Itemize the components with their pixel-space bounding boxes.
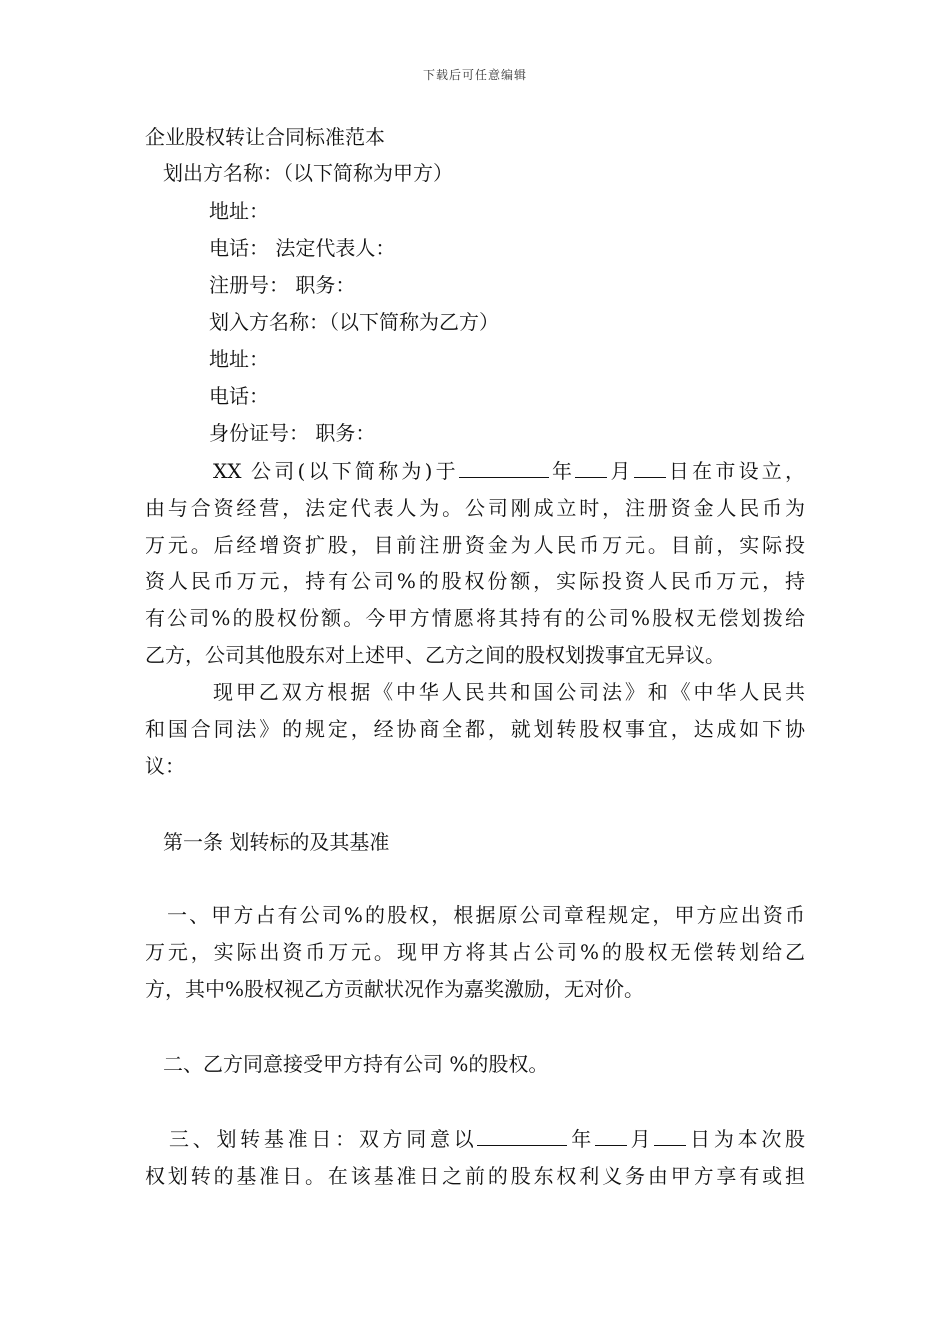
party-b-phone: 电话： (209, 384, 269, 408)
item-3-line-1: 三、划转基准日：双方同意以 年 月 日为本次股 (169, 1127, 806, 1151)
intro-line-3: 万元。后经增资扩股，目前注册资金为人民币万元。目前，实际投 (145, 532, 805, 557)
basis-line-2: 和国合同法》的规定，经协商全都，就划转股权事宜，达成如下协 (145, 716, 805, 741)
item-3-paragraph (145, 1121, 805, 1195)
item-1-line-3: 方，其中%股权视乙方贡献状况作为嘉奖激励，无对价。 (145, 976, 645, 1001)
intro-line-6: 乙方，公司其他股东对上述甲、乙方之间的股权划拨事宜无异议。 (145, 642, 725, 667)
party-b-id-title: 身份证号： 职务： (209, 421, 376, 445)
intro-line-1: XX 公司(以下简称为)于 年 月 日在市设立， (213, 459, 806, 483)
item-1-line-1: 一、甲方占有公司%的股权，根据原公司章程规定，甲方应出资币 (167, 903, 805, 927)
intro-line-4: 资人民币万元，持有公司%的股权份额，实际投资人民币万元，持 (145, 569, 805, 594)
party-a-phone-representative: 电话： 法定代表人： (209, 236, 396, 260)
party-a-name-line: 划出方名称：（以下简称为甲方） (163, 161, 453, 185)
document-title: 企业股权转让合同标准范本 (145, 125, 385, 149)
page-header: 下载后可任意编辑 (422, 68, 527, 82)
basis-paragraph (145, 674, 805, 784)
party-b-name-line: 划入方名称：（以下简称为乙方） (209, 310, 499, 334)
intro-paragraph (145, 453, 805, 674)
article-1-title: 第一条 划转标的及其基准 (163, 830, 390, 854)
item-3-line-2: 权划转的基准日。在该基准日之前的股东权利义务由甲方享有或担 (145, 1163, 805, 1188)
item-1-paragraph (145, 897, 805, 1007)
party-a-registration-title: 注册号： 职务： (209, 273, 356, 297)
party-b-address: 地址： (209, 347, 269, 371)
basis-line-3: 议： (145, 753, 185, 778)
basis-line-1: 现甲乙双方根据《中华人民共和国公司法》和《中华人民共 (213, 680, 805, 704)
intro-line-5: 有公司%的股权份额。今甲方情愿将其持有的公司%股权无偿划拨给 (145, 606, 805, 631)
item-1-line-2: 万元，实际出资币万元。现甲方将其占公司%的股权无偿转划给乙 (145, 939, 805, 964)
item-2-line: 二、乙方同意接受甲方持有公司 %的股权。 (163, 1052, 549, 1076)
intro-line-2: 由与合资经营，法定代表人为。公司刚成立时，注册资金人民币为 (145, 495, 805, 520)
party-a-address: 地址： (209, 199, 269, 223)
